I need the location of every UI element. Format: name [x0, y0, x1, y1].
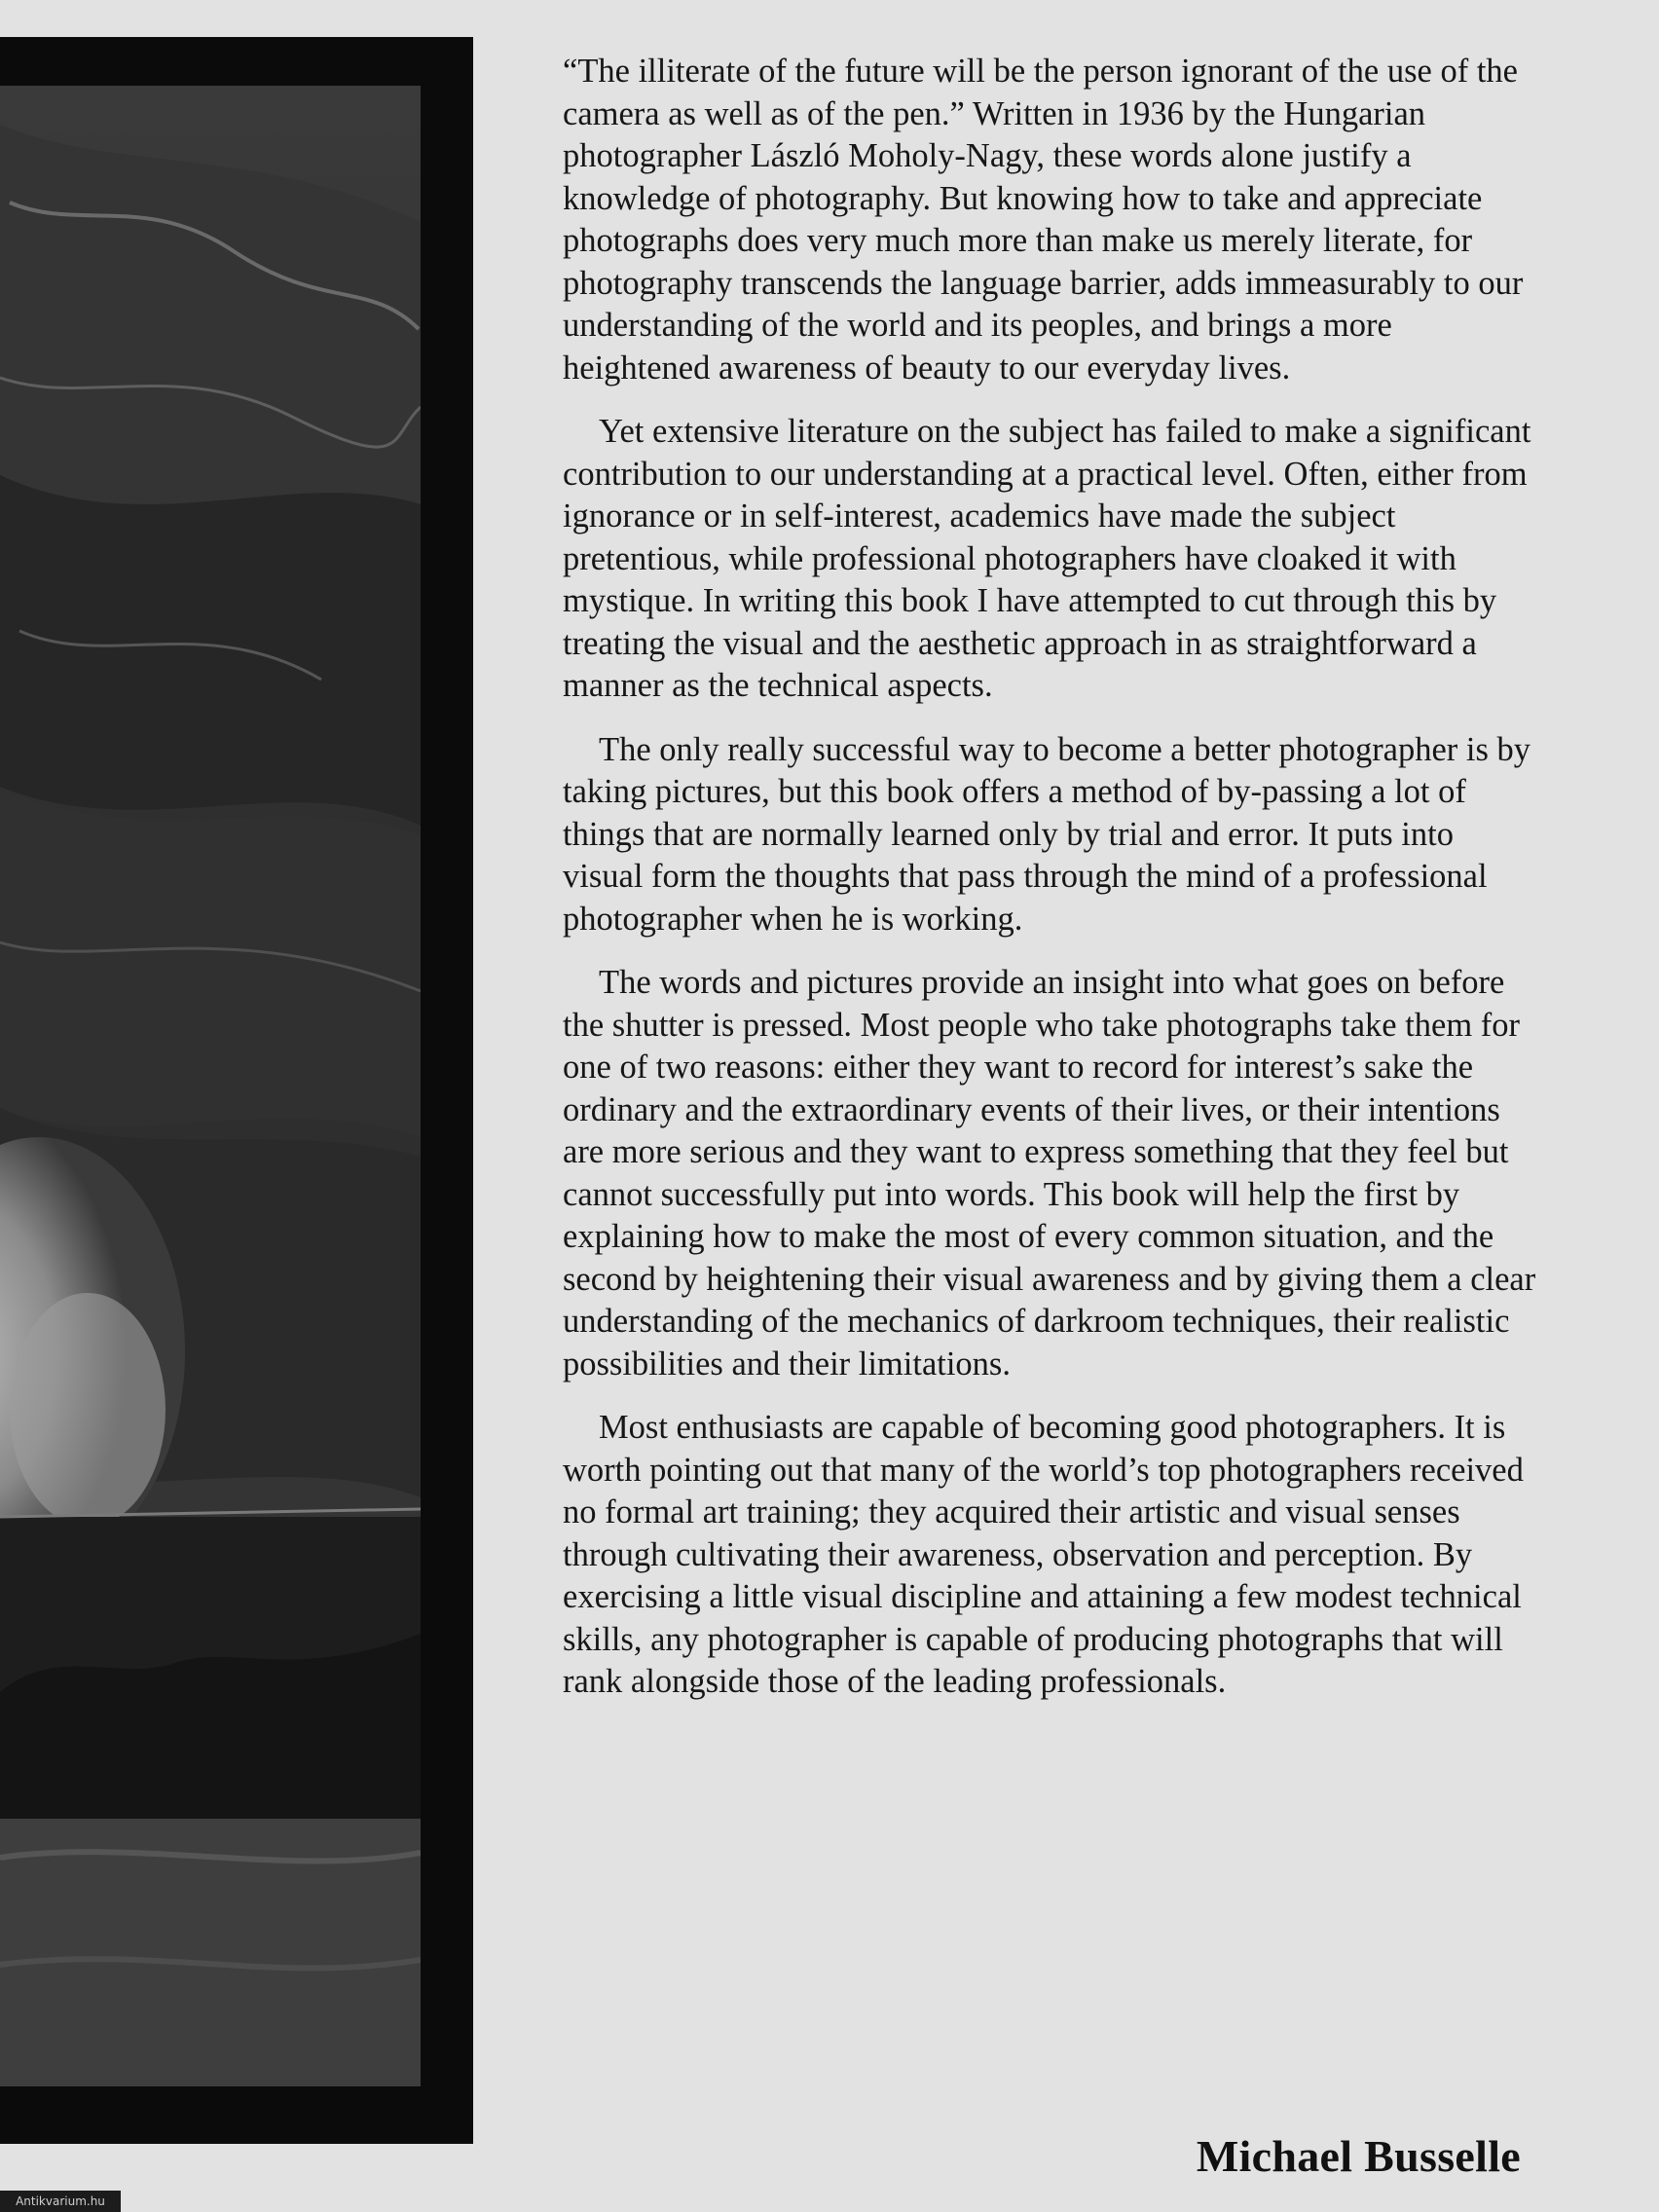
introduction-text: [563, 51, 1536, 1725]
paragraph: The only really successful way to become a better photographer is by taking pictures, but this book offers a method of by-passing a lot of things that are normally learned only by trial and error. It puts into visual form the thoughts that pass through the mind of a professional photographer when he is working.: [563, 730, 1531, 938]
landscape-photograph: [0, 86, 421, 2086]
paragraph: The words and pictures provide an insight into what goes on before the shutter is pressed. Most people who take photographs take them for one of two reasons: either they want to record for interest’s sake the ordinary and the extraordinary events of their lives, or their intentions are more serious and they want to express something that they feel but cannot successfully put into words. This book will help the first by explaining how to make the most of every common situation, and the second by heightening their visual awareness and by giving them a clear understanding of the mechanics of darkroom techniques, their realistic possibilities and their limitations.: [563, 964, 1536, 1382]
photo-frame: [0, 37, 473, 2144]
paragraph: Yet extensive literature on the subject has failed to make a significant contribution to our understanding at a practical level. Often, either from ignorance or in self-interest, academics have made the subject pretentious, while professional photographers have cloaked it with mystique. In writing this book I have attempted to cut through this by treating the visual and the aesthetic approach in as straightforward a manner as the technical aspects.: [563, 413, 1531, 704]
watermark: Antikvarium.hu: [0, 2191, 121, 2212]
author-signature: Michael Busselle: [1196, 2131, 1521, 2181]
paragraph: Most enthusiasts are capable of becoming good photographers. It is worth pointing out that many of the world’s top photographers received no formal art training; they acquired their artistic and visual senses through cultivating their awareness, observation and perception. By exercising a little visual discipline and attaining a few modest technical skills, any photographer is capable of producing photographs that will rank alongside those of the leading professionals.: [563, 1409, 1524, 1700]
paragraph: “The illiterate of the future will be the person ignorant of the use of the camera as well as of the pen.” Written in 1936 by the Hungarian photographer László Moholy-Nagy, these words alone justify a knowledge of photography. But knowing how to take and appreciate photographs does very much more than make us merely literate, for photography transcends the language barrier, adds immeasurably to our understanding of the world and its peoples, and brings a more heightened awareness of beauty to our everyday lives.: [563, 53, 1524, 387]
landscape-photograph-image: [0, 86, 421, 2086]
